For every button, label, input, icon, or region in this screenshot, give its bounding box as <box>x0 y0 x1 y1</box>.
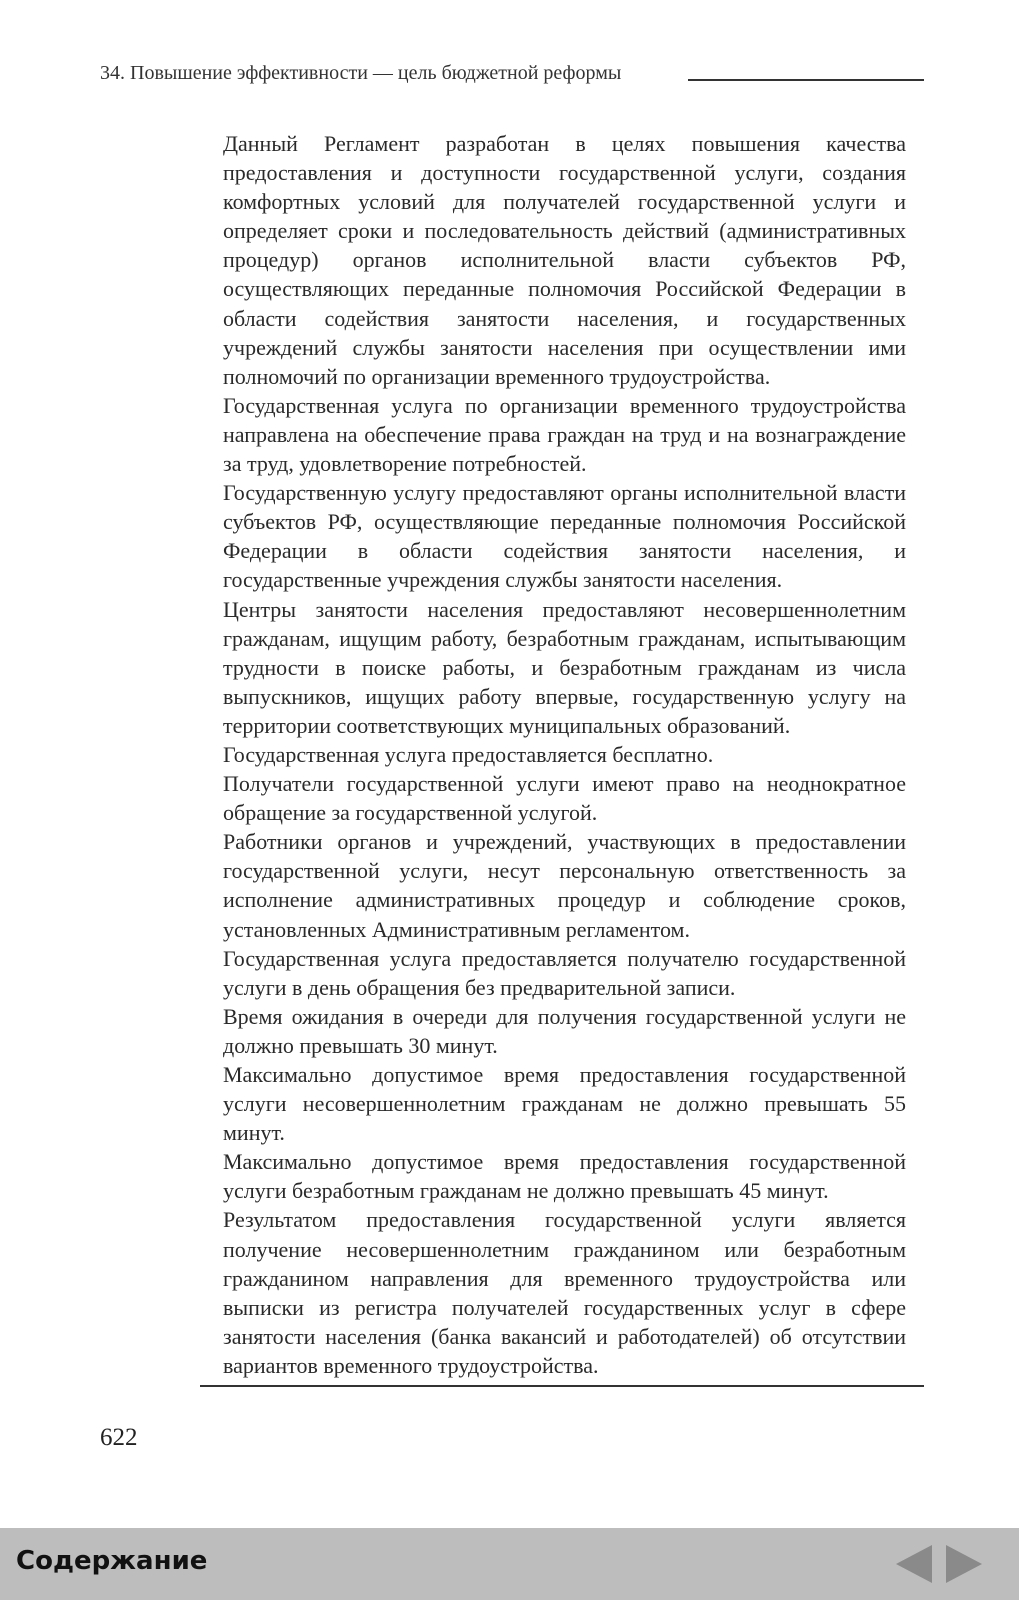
paragraph: Государственную услугу предоставляют органы исполнительной власти субъектов РФ, осуществляющие переданные полномочия Российской Федерации в области содействия занятости населения, и государственные учреждения службы занятости населения. <box>223 480 906 593</box>
table-of-contents-button[interactable]: Содержание <box>16 1546 208 1576</box>
page-number: 622 <box>100 1424 138 1451</box>
triangle-right-icon[interactable] <box>946 1545 982 1583</box>
footer-rule <box>200 1385 924 1387</box>
paragraph: Данный Регламент разработан в целях повышения качества предоставления и доступности государственной услуги, создания комфортных условий для получателей государственной услуги и определяет сроки и последовательность действий (административных процедур) органов исполнительной власти субъектов РФ, осуществляющих переданные полномочия Российской Федерации в области содействия занятости населения, и государственных учреждений службы занятости населения при осуществлении ими полномочий по организации временного трудоустройства. <box>223 131 906 389</box>
paragraph: Государственная услуга по организации временного трудоустройства направлена на обеспечение права граждан на труд и на вознаграждение за труд, удовлетворение потребностей. <box>223 392 906 477</box>
paragraph: Получатели государственной услуги имеют право на неоднократное обращение за государственной услугой. <box>223 771 906 826</box>
paragraph: Государственная услуга предоставляется получателю государственной услуги в день обращения без предварительной записи. <box>223 945 906 1000</box>
paragraph: Время ожидания в очереди для получения государственной услуги не должно превышать 30 минут. <box>223 1003 906 1058</box>
running-head-title: 34. Повышение эффективности — цель бюджетной реформы <box>100 62 622 84</box>
paragraph: Центры занятости населения предоставляют несовершеннолетним гражданам, ищущим работу, безработным гражданам, испытывающим трудности в поиске работы, и безработным гражданам из числа выпускников, ищущих работу впервые, государственную услугу на территории соответствующих муниципальных образований. <box>223 596 906 738</box>
body-text <box>223 129 906 1380</box>
paragraph: Государственная услуга предоставляется бесплатно. <box>223 741 714 767</box>
reader-toolbar <box>0 1528 1019 1600</box>
header-rule <box>688 79 924 81</box>
triangle-left-icon[interactable] <box>896 1545 932 1583</box>
paragraph: Максимально допустимое время предоставления государственной услуги несовершеннолетним гражданам не должно превышать 55 минут. <box>223 1062 906 1146</box>
paragraph: Результатом предоставления государственной услуги является получение несовершеннолетним гражданином или безработным гражданином направления для временного трудоустройства или выписки из регистра получателей государственных услуг в сфере занятости населения (банка вакансий и работодателей) об отсутствии вариантов временного трудоустройства. <box>223 1207 906 1378</box>
paragraph: Работники органов и учреждений, участвующих в предоставлении государственной услуги, несут персональную ответственность за исполнение административных процедур и соблюдение сроков, установленных Административным регламентом. <box>223 829 906 942</box>
paragraph: Максимально допустимое время предоставления государственной услуги безработным гражданам не должно превышать 45 минут. <box>223 1149 906 1204</box>
